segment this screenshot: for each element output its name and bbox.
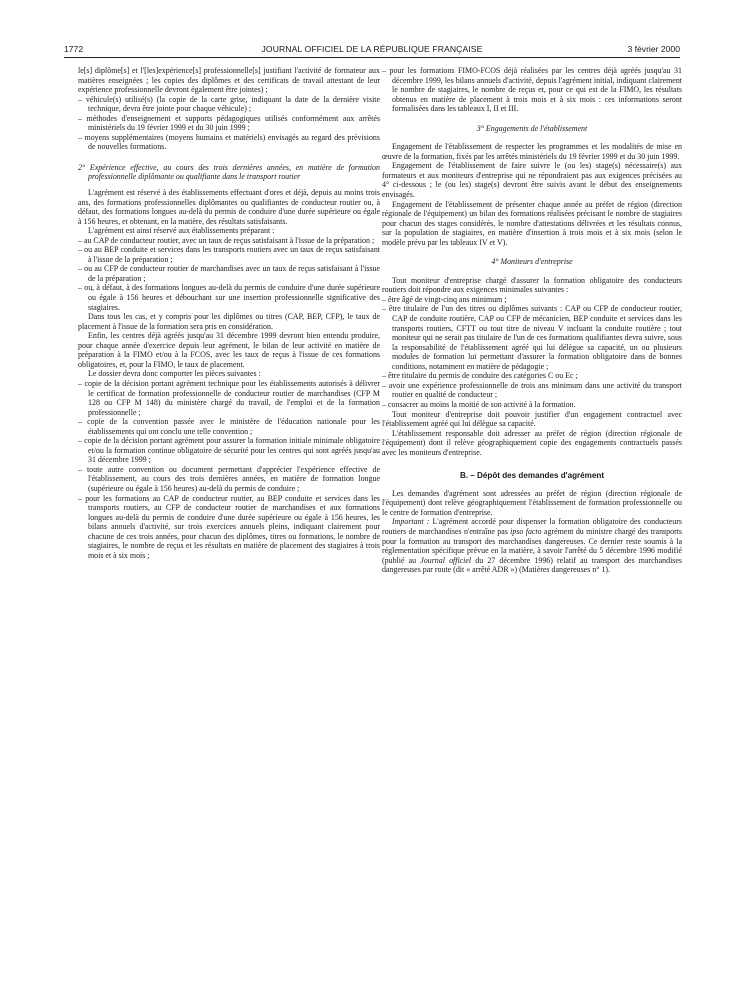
text-run: L'agrément accordé pour dispenser la formation obligatoire des conducteurs routiers de marchandises n'entraîne pas — [382, 517, 682, 536]
left-column — [78, 66, 380, 560]
list-item: – pour les formations FIMO-FCOS déjà réalisées par les centres déjà agréés jusqu'au 31 décembre 1999, les bilans annuels d'activité, depuis l'agrément initial, indiquant clairement le nombre de stagiaires, le nombre de reçus et, pour ce qui est de la FIMO, les résultats obtenus en matière de placement à trois mois et à six mois : ces informations seront formalisées dans les tableaux I, II et III. — [382, 66, 682, 114]
list-item: – copie de la convention passée avec le ministère de l'éducation nationale pour les établissements qui ont conclu une telle convention ; — [78, 417, 380, 436]
paragraph: Engagement de l'établissement de présenter chaque année au préfet de région (direction régionale de l'équipement) un bilan des formations réalisées précisant le nombre de stagiaires pour chacun des stages considérés, le nombre d'attestations délivrées et les résultats connus, sur la population de stagiaires, en matière d'insertion à trois mois et à six mois (selon le modèle prévu par les tableaux IV et V). — [382, 199, 682, 247]
list-item: – moyens supplémentaires (moyens humains et matériels) envisagés au regard des prévisions de nouvelles formations. — [78, 132, 380, 152]
list-item: – méthodes d'enseignement et supports pédagogiques utilisés conformément aux arrêtés ministériels du 19 février 1999 et du 30 juin 1999 ; — [78, 113, 380, 133]
section-heading-3: 3° Engagements de l'établissement — [476, 123, 588, 133]
paragraph: Le dossier devra donc comporter les pièces suivantes : — [88, 369, 261, 379]
important-paragraph — [382, 517, 682, 574]
list-item: – être titulaire de l'un des titres ou diplômes suivants : CAP ou CFP de conducteur routier, CAP de conduite routière, CAP ou CFP de mécanicien, BEP conduite et services dans les transports routiers, CFTT ou tout titre de niveau V incluant la conduite routière ; tout moniteur qui ne serait pas titulaire de l'un de ces formations qualifiantes devra suivre, sous la responsabilité de l'établissement agréé qui lui délègue sa capacité, un ou plusieurs modules de formation lui permettant d'assurer la formation obligatoire dans de bonnes conditions, notamment en matière de pédagogie ; — [382, 304, 682, 371]
list-item: – ou au BEP conduite et services dans les transports routiers avec un taux de reçus satisfaisant à l'issue de la préparation ; — [78, 245, 380, 264]
page-header — [64, 44, 680, 58]
paragraph: Tout moniteur d'entreprise doit pouvoir justifier d'un engagement contractuel avec l'établissement agréé qui lui délègue sa capacité. — [382, 409, 682, 429]
text-run: agrément du ministre chargé des transports pour la formation au transport des marchandises dangereuses. Ce dernier reste soumis à la réglementation spécifique prévue en la matière, à savoir l'arrêté du 5 décembre 1996 modifié (publié au — [382, 526, 683, 565]
paragraph: Dans tous les cas, et y compris pour les diplômes ou titres (CAP, BEP, CFP), le taux de placement à l'issue de la formation sera pris en considération. — [78, 312, 380, 331]
publication-date: 3 février 2000 — [627, 44, 680, 54]
list-item: – être âgé de vingt-cinq ans minimum ; — [382, 294, 507, 304]
list-item: – être titulaire du permis de conduire des catégories C ou Ec ; — [382, 371, 578, 381]
paragraph: Enfin, les centres déjà agréés jusqu'au 31 décembre 1999 devront bien entendu produire, pour chaque année d'exercice depuis leur agrément, le bilan de leur activité en matière de préparation à la FIMO et/ou à la FCOS, avec les taux de reçus à l'issue de ces formations obligatoires, et, pour la FIMO, le taux de placement. — [78, 331, 380, 369]
journal-reference: Journal officiel — [420, 555, 472, 565]
latin-phrase: ipso facto — [510, 526, 542, 536]
paragraph: Engagement de l'établissement de faire suivre le (ou les) stage(s) nécessaire(s) aux formateurs et aux moniteurs d'entreprise qui ne répondraient pas aux exigences précisées au 4° ci-dessous ; le (ou les) stage(s) devront être suivis avant le début des enseignements envisagés. — [382, 161, 682, 200]
journal-title: JOURNAL OFFICIEL DE LA RÉPUBLIQUE FRANÇAISE — [261, 44, 483, 54]
page-number: 1772 — [64, 44, 84, 54]
paragraph: Engagement de l'établissement de respecter les programmes et les modalités de mise en œuvre de la formation, fixés par les arrêtés ministériels du 19 février 1999 et du 30 juin 1999. — [382, 142, 682, 161]
list-item: – copie de la décision portant agrément technique pour les établissements autorisés à délivrer le certificat de formation professionnelle de conducteur routier de marchandises (CFP M 128 ou CFP M 148) du ministère chargé du travail, de l'emploi et de la formation professionnelle ; — [78, 378, 380, 417]
header-rule — [64, 57, 680, 58]
list-item: – toute autre convention ou document permettant d'apprécier l'expérience effective de l'établissement, au cours des trois dernières années, en matière de formation longue (supérieure ou égale à 156 heures) au-delà du permis de conduire ; — [78, 464, 380, 493]
list-item: – ou au CFP de conducteur routier de marchandises avec un taux de reçus satisfaisant à l'issue de la préparation ; — [78, 264, 380, 283]
paragraph: Les demandes d'agrément sont adressées au préfet de région (direction régionale de l'équipement) dont relève géographiquement l'établissement de formation professionnelle ou le centre de formation d'entreprise. — [382, 488, 682, 517]
list-item: – véhicule(s) utilisé(s) (la copie de la carte grise, indiquant la date de la dernière visite technique, devra être jointe pour chaque véhicule) ; — [78, 94, 380, 114]
list-item: – copie de la décision portant agrément pour assurer la formation initiale minimale obligatoire et/ou la formation continue obligatoire de sécurité pour les centres qui sont agréés jusqu'au 31 décembre 1999 ; — [78, 436, 380, 465]
list-item: – ou, à défaut, à des formations longues au-delà du permis de conduire d'une durée supérieure ou égale à 156 heures et débouchant sur une insertion professionnelle significative des stagiaires. — [78, 283, 380, 312]
paragraph: L'agrément est ainsi réservé aux établissements préparant : — [88, 226, 275, 236]
list-item: – pour les formations au CAP de conducteur routier, au BEP conduite et services dans les transports routiers, au CFP de conducteur routier de marchandises et aux formations longues au-delà du permis de conduire d'une durée supérieure ou égale à 156 heures, les bilans annuels d'activité, sur trois exercices annuels pleins, indiquant clairement pour chacune de ces trois années, pour chacun des diplômes, titres ou formations, le nombre de stagiaires, le nombre de reçus et les résultats en matière de placement des stagiaires à trois mois et à six mois ; — [78, 493, 380, 560]
list-item: – au CAP de conducteur routier, avec un taux de reçus satisfaisant à l'issue de la préparation ; — [78, 235, 375, 245]
section-heading-4: 4° Moniteurs d'entreprise — [491, 257, 573, 267]
paragraph: Tout moniteur d'entreprise chargé d'assurer la formation obligatoire des conducteurs routiers doit répondre aux exigences minimales suivantes : — [382, 275, 682, 295]
list-item: – consacrer au moins la moitié de son activité à la formation. — [382, 399, 576, 409]
section-heading-2: 2° Expérience effective, au cours des trois dernières années, en matière de formation professionnelle diplômante ou qualifiante dans le transport routier — [78, 162, 380, 182]
list-item-continued: le[s] diplôme[s] et l'[les]expérience[s] professionnelle[s] justifiant l'activité de formateur aux matières enseignées ; les copies des diplômes et des certificats de travail attestant de leur expérience professionnelle devront également être jointes) ; — [78, 66, 380, 95]
paragraph: L'agrément est réservé à des établissements effectuant d'ores et déjà, depuis au moins trois ans, des formations professionnelles diplômantes ou qualifiantes de conducteur routier ou, à défaut, des formations longues au-delà du permis de conduire d'une durée supérieure ou égale à 156 heures, et obtenant, en la matière, des résultats satisfaisants. — [78, 188, 380, 226]
text-run: du 27 décembre 1996) relatif au transport des marchandises dangereuses par route (dit « arrêté ADR ») (Matières dangereuses n° 1). — [382, 555, 682, 575]
right-column — [382, 66, 682, 575]
paragraph: L'établissement responsable doit adresser au préfet de région (direction régionale de l'équipement) dont il relève géographiquement copie des engagements contractuels passés avec les moniteurs d'entreprise. — [382, 428, 682, 457]
list-item: – avoir une expérience professionnelle de trois ans minimum dans une activité du transport routier en qualité de conducteur ; — [382, 380, 682, 400]
section-heading-b: B. – Dépôt des demandes d'agrément — [459, 471, 605, 481]
important-label: Important : — [392, 517, 430, 527]
